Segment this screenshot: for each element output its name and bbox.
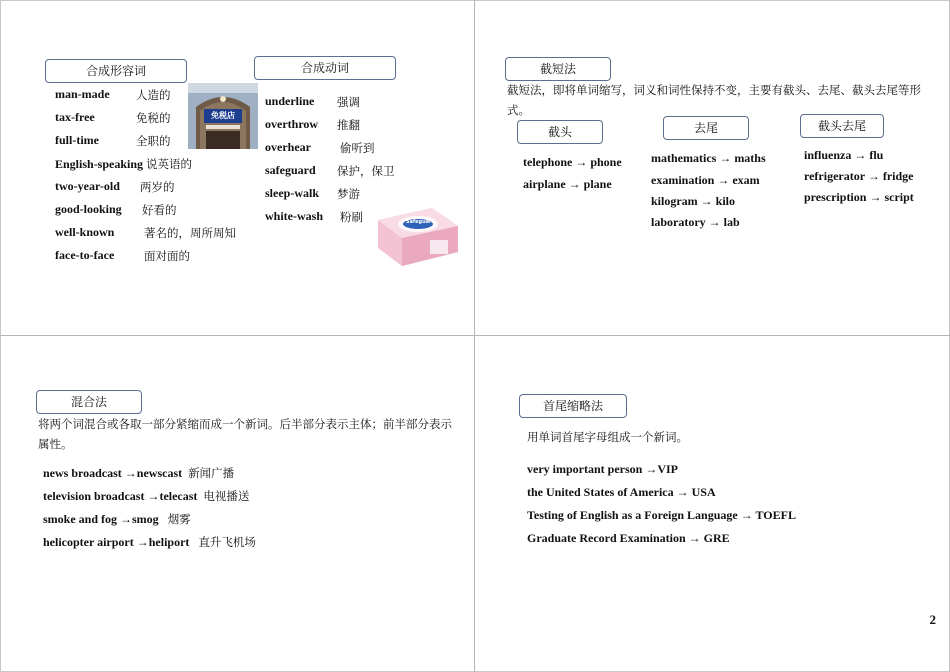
- shop-sign-text: 免税店: [211, 111, 235, 120]
- adjective-row: man-made 人造的: [55, 87, 171, 102]
- back-clipping-item: mathematics → maths: [651, 151, 766, 165]
- blending-item: news broadcast →newscast 新闻广播: [43, 466, 235, 480]
- verb-row: underline 强调: [265, 94, 360, 109]
- adjective-row: English-speaking 说英语的: [55, 157, 193, 171]
- acronym-item: the United States of America → USA: [527, 485, 716, 499]
- clipping-tag: 截短法: [505, 57, 611, 81]
- verb-row: overthrow 推翻: [265, 117, 360, 132]
- soap-brand-text: Safeguard: [406, 219, 436, 225]
- acronym-item: Testing of English as a Foreign Language → TOEFL: [527, 508, 796, 522]
- back-clipping-item: kilogram → kilo: [651, 194, 736, 208]
- blending-tag: 混合法: [36, 390, 142, 414]
- acronym-item: very important person →VIP: [527, 462, 678, 476]
- both-clipping-item: prescription → script: [804, 190, 914, 204]
- soap-illustration: [374, 206, 460, 268]
- both-clipping-item: refrigerator → fridge: [804, 169, 914, 183]
- verb-row: sleep-walk 梦游: [265, 186, 360, 201]
- back-clipping-tag: 去尾: [663, 116, 749, 140]
- compound-adjective-tag: 合成形容词: [45, 59, 187, 83]
- horizontal-divider: [0, 335, 950, 336]
- verb-row: safeguard 保护，保卫: [265, 163, 395, 178]
- adjective-row: good-looking 好看的: [55, 202, 177, 217]
- page-number: 2: [929, 612, 936, 627]
- blending-item: television broadcast →telecast 电视播送: [43, 489, 250, 503]
- fore-clipping-item: telephone → phone: [523, 155, 622, 169]
- blending-description: 将两个词混合或各取一部分紧缩而成一个新词。后半部分表示主体；前半部分表示属性。: [38, 417, 452, 451]
- fore-and-back-clipping-tag: 截头去尾: [800, 114, 884, 138]
- adjective-row: two-year-old 两岁的: [55, 179, 175, 194]
- vertical-divider: [474, 0, 475, 672]
- acronym-description: 用单词首尾字母组成一个新词。: [527, 430, 688, 444]
- fore-clipping-tag: 截头: [517, 120, 603, 144]
- blending-item: smoke and fog →smog 烟雾: [43, 512, 191, 526]
- verb-row: overhear 偷听到: [265, 140, 375, 155]
- blending-item: helicopter airport →heliport 直升飞机场: [43, 535, 256, 549]
- acronym-tag: 首尾缩略法: [519, 394, 627, 418]
- back-clipping-item: laboratory → lab: [651, 215, 740, 229]
- fore-clipping-item: airplane → plane: [523, 177, 612, 191]
- adjective-row: full-time 全职的: [55, 133, 171, 148]
- clipping-description: 截短法，即将单词缩写，词义和词性保持不变，主要有截头、去尾、截头去尾等形式。: [507, 83, 921, 117]
- adjective-row: tax-free 免税的: [55, 110, 171, 125]
- both-clipping-item: influenza → flu: [804, 148, 884, 162]
- safeguard-soap-image: [374, 206, 460, 268]
- adjective-row: face-to-face 面对面的: [55, 248, 190, 263]
- acronym-item: Graduate Record Examination → GRE: [527, 531, 730, 545]
- duty-free-shop-photo: [188, 83, 258, 149]
- back-clipping-item: examination → exam: [651, 173, 760, 187]
- verb-row: white-wash 粉刷: [265, 209, 363, 224]
- adjective-row: well-known 著名的，周所周知: [55, 225, 236, 240]
- compound-verb-tag: 合成动词: [254, 56, 396, 80]
